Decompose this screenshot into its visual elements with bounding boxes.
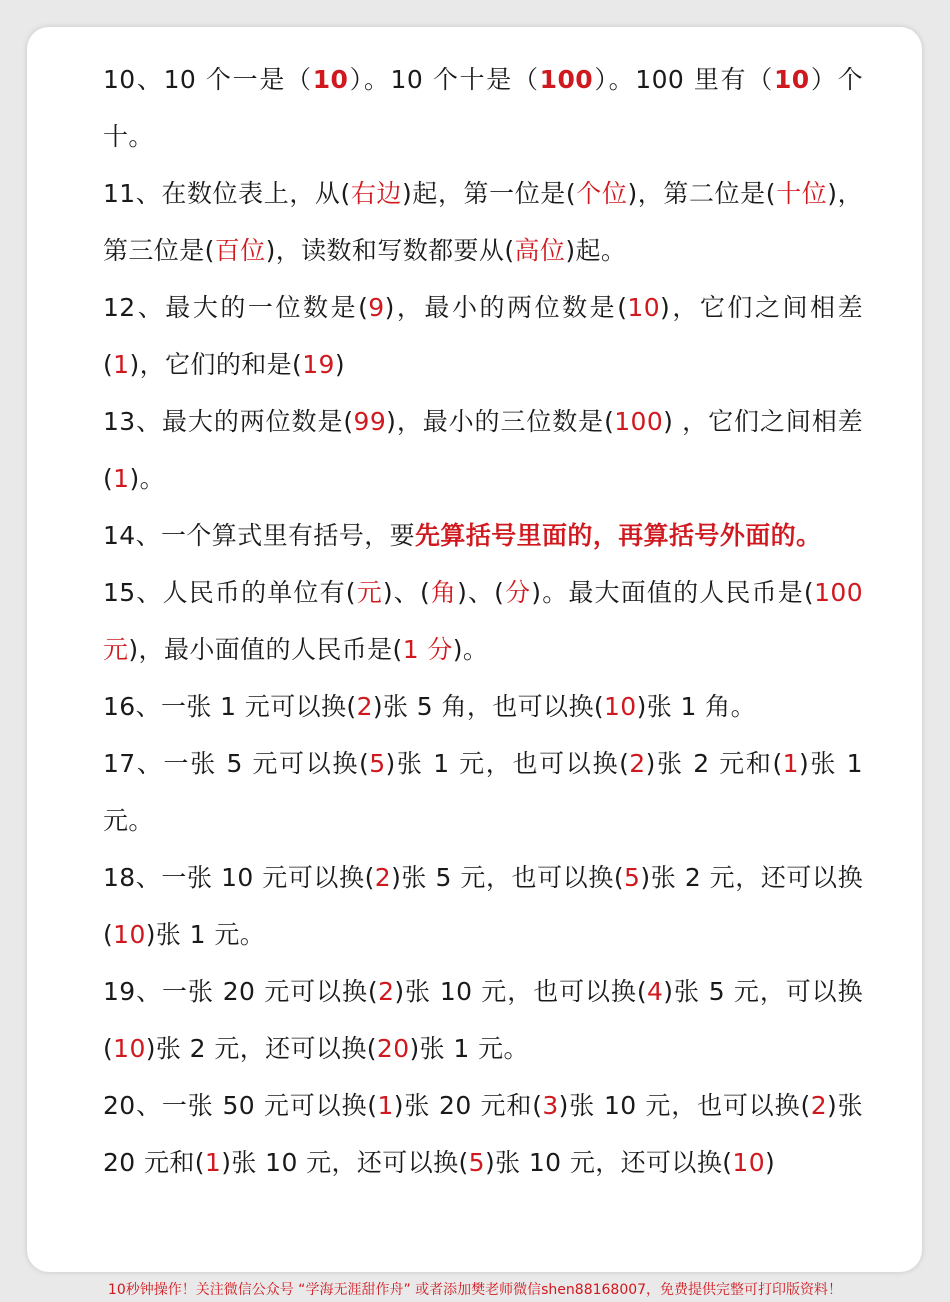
answer-text: 10 [773, 65, 810, 94]
answer-text: 10 [113, 920, 146, 949]
answer-text: 99 [353, 407, 387, 436]
answer-text: 个位 [576, 179, 628, 208]
question-text: ) ，它们之间相差( [103, 407, 864, 493]
answer-text: 100 元 [103, 578, 863, 664]
question-text: )起。 [565, 236, 627, 265]
question-text: )张 10 元，还可以换( [221, 1148, 469, 1177]
answer-text: 100 [539, 65, 594, 94]
answer-text: 20 [376, 1034, 410, 1063]
question-text: )张 10 元，也可以换( [394, 977, 647, 1006]
question-text: )张 1 元，也可以换( [385, 749, 630, 778]
question-text: 18、一张 10 元可以换( [103, 863, 375, 892]
question-item [103, 564, 863, 678]
question-text: )，读数和写数都要从( [265, 236, 515, 265]
question-text: )张 1 元。 [409, 1034, 529, 1063]
answer-text: 1 [377, 1091, 394, 1120]
answer-text: 4 [646, 977, 664, 1006]
question-text: )张 1 角。 [636, 692, 756, 721]
question-text: )张 2 元和( [645, 749, 783, 778]
question-text: 10、10 个一是（ [103, 65, 313, 94]
question-item [103, 735, 863, 849]
question-text: )张 2 元，还可以换( [103, 863, 863, 949]
question-text: ）。10 个十是（ [348, 65, 540, 94]
question-item [103, 165, 863, 279]
question-text: )、( [457, 578, 505, 607]
question-item [103, 963, 863, 1077]
answer-text: 5 [468, 1148, 485, 1177]
answer-text: 高位 [514, 236, 566, 265]
promo-footer: 10秒钟操作！关注微信公众号 “学海无涯甜作舟” 或者添加樊老师微信shen88168007，免费提供完整可打印版资料！ [107, 1282, 843, 1298]
question-list [103, 51, 863, 1191]
question-text: 12、最大的一位数是( [103, 293, 369, 322]
question-text: )起，第一位是( [402, 179, 577, 208]
question-text: ）个十。 [103, 65, 863, 151]
question-text: )、( [382, 578, 431, 607]
answer-text: 2 [629, 749, 646, 778]
question-text: 15、人民币的单位有( [103, 578, 356, 607]
answer-text: 10 [604, 692, 637, 721]
answer-text: 10 [732, 1148, 766, 1177]
question-text: )张 10 元，还可以换( [484, 1148, 733, 1177]
answer-text: 2 [378, 977, 395, 1006]
question-text: )。 [129, 464, 166, 493]
question-text: 17、一张 5 元可以换( [103, 749, 370, 778]
answer-text: 5 [369, 749, 386, 778]
answer-text: 1 [204, 1148, 222, 1177]
question-text: )张 5 元，可以换( [103, 977, 863, 1063]
answer-text: 百位 [214, 236, 266, 265]
question-text: )，第三位是( [103, 179, 863, 265]
answer-text: 10 [312, 65, 349, 94]
question-text: 16、一张 1 元可以换( [103, 692, 357, 721]
question-text: )张 20 元和( [393, 1091, 543, 1120]
question-text: )，最小的三位数是( [386, 407, 615, 436]
question-text: )张 10 元，也可以换( [558, 1091, 811, 1120]
answer-text: 2 [810, 1091, 827, 1120]
question-text: )。最大面值的人民币是( [531, 578, 815, 607]
question-item [103, 279, 863, 393]
answer-text: 1 分 [402, 635, 453, 664]
question-text: 13、最大的两位数是( [103, 407, 354, 436]
answer-text: 1 [113, 350, 130, 379]
answer-text: 1 [113, 464, 130, 493]
answer-text: 元 [355, 578, 383, 607]
answer-text: 10 [113, 1034, 146, 1063]
answer-text: 十位 [775, 179, 828, 208]
question-text: ) [334, 350, 345, 379]
question-text: )张 2 元，还可以换( [145, 1034, 377, 1063]
question-text: )张 5 元，也可以换( [391, 863, 625, 892]
answer-text: 100 [614, 407, 664, 436]
document-card [27, 27, 922, 1272]
question-text: ) [765, 1148, 776, 1177]
question-item [103, 849, 863, 963]
question-item [103, 1077, 863, 1191]
question-item [103, 507, 863, 564]
question-text: )张 1 元。 [145, 920, 266, 949]
answer-text: 2 [374, 863, 392, 892]
answer-text: 10 [627, 293, 661, 322]
answer-text: 分 [504, 578, 532, 607]
answer-text: 9 [368, 293, 385, 322]
question-text: 19、一张 20 元可以换( [103, 977, 379, 1006]
question-text: )张 20 元和( [103, 1091, 864, 1177]
answer-text: 右边 [350, 179, 403, 208]
answer-text: 19 [302, 350, 335, 379]
question-text: )，最小面值的人民币是( [128, 635, 403, 664]
question-item [103, 51, 863, 165]
question-item [103, 678, 863, 735]
question-text: )，最小的两位数是( [384, 293, 628, 322]
question-text: )，它们之间相差( [103, 293, 863, 379]
answer-text: 2 [356, 692, 373, 721]
question-text: 11、在数位表上，从( [103, 179, 351, 208]
question-text: )。 [452, 635, 489, 664]
question-item [103, 393, 863, 507]
answer-text: 角 [430, 578, 458, 607]
question-text: )张 1 元。 [103, 749, 863, 835]
question-text: )，它们的和是( [129, 350, 303, 379]
question-text: 14、一个算式里有括号，要 [103, 521, 416, 550]
question-text: )，第二位是( [627, 179, 776, 208]
answer-text: 先算括号里面的，再算括号外面的。 [415, 521, 822, 550]
question-text: 20、一张 50 元可以换( [103, 1091, 378, 1120]
answer-text: 3 [542, 1091, 559, 1120]
question-text: ）。100 里有（ [593, 65, 774, 94]
answer-text: 5 [624, 863, 641, 892]
question-text: )张 5 角，也可以换( [372, 692, 604, 721]
answer-text: 1 [782, 749, 799, 778]
